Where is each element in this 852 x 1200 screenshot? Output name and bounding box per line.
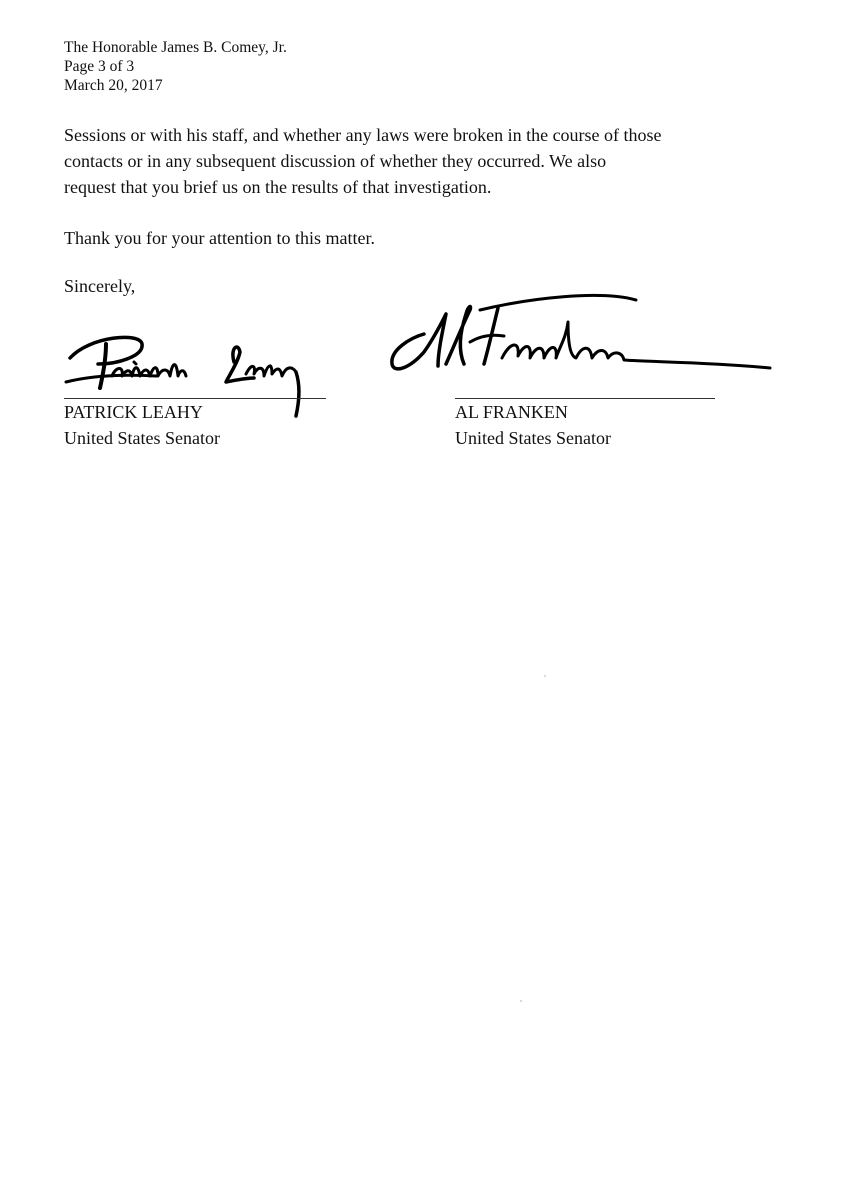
scan-speck: [520, 1000, 522, 1002]
signature-franken: [380, 286, 800, 396]
recipient-line: The Honorable James B. Comey, Jr.: [64, 39, 287, 56]
signatory-title: United States Senator: [64, 428, 220, 448]
signatory-title: United States Senator: [455, 428, 611, 448]
body-line: Sessions or with his staff, and whether any laws were broken in the course of those: [64, 125, 662, 145]
signatory-name: AL FRANKEN: [455, 402, 568, 422]
signatory-block-leahy: [64, 399, 220, 451]
body-paragraph-2: Thank you for your attention to this matter.: [64, 228, 375, 248]
scan-speck: [544, 675, 546, 677]
letter-header: [64, 38, 287, 95]
body-line: request that you brief us on the results of that investigation.: [64, 177, 492, 197]
signatory-name: PATRICK LEAHY: [64, 402, 203, 422]
body-line: contacts or in any subsequent discussion of whether they occurred. We also: [64, 151, 607, 171]
closing-salutation: Sincerely,: [64, 276, 136, 296]
page-number: Page 3 of 3: [64, 58, 135, 75]
body-paragraph-1: [64, 122, 804, 200]
signatory-block-franken: [455, 399, 611, 451]
letter-date: March 20, 2017: [64, 77, 163, 94]
